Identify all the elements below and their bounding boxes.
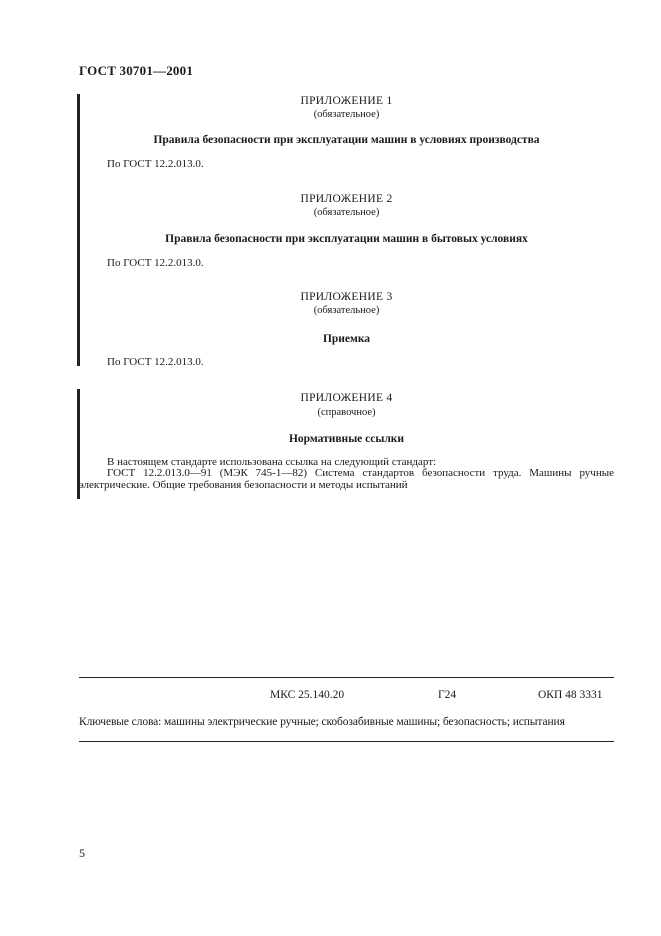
group-code: Г24 [438, 689, 457, 701]
footer-bottom-rule [79, 741, 614, 742]
appendix-1-heading: Правила безопасности при эксплуатации машин в условиях производства [153, 134, 540, 146]
appendix-3-status: (обязательное) [313, 305, 380, 316]
appendix-3-text: По ГОСТ 12.2.013.0. [107, 356, 204, 368]
appendix-3-heading: Приемка [322, 333, 371, 345]
appendix-1-status: (обязательное) [313, 109, 380, 120]
appendix-4-heading: Нормативные ссылки [288, 433, 405, 445]
mks-code: МКС 25.140.20 [270, 689, 345, 701]
document-number: ГОСТ 30701—2001 [79, 63, 194, 78]
appendix-2-heading: Правила безопасности при эксплуатации машин в бытовых условиях [165, 233, 528, 245]
appendix-1-title: ПРИЛОЖЕНИЕ 1 [300, 95, 393, 107]
appendix-4-intro: В настоящем стандарте использована ссылка на следующий стандарт: [107, 456, 437, 468]
page-number: 5 [79, 846, 85, 860]
appendix-2-status: (обязательное) [313, 207, 380, 218]
appendix-3-title: ПРИЛОЖЕНИЕ 3 [300, 291, 393, 303]
appendix-1-text: По ГОСТ 12.2.013.0. [107, 158, 204, 170]
okp-code: ОКП 48 3331 [538, 689, 603, 701]
keywords: Ключевые слова: машины электрические ручные; скобозабивные машины; безопасность; испытания [79, 716, 565, 728]
normative-reference: ГОСТ 12.2.013.0—91 (МЭК 745-1—82) Система стандартов безопасности труда. Машины ручные электрические. Общие требования безопасности и методы испытаний [79, 467, 614, 491]
footer-top-rule [79, 677, 614, 678]
appendix-2-text: По ГОСТ 12.2.013.0. [107, 257, 204, 269]
appendix-2-title: ПРИЛОЖЕНИЕ 2 [300, 193, 393, 205]
appendix-4-title: ПРИЛОЖЕНИЕ 4 [300, 392, 393, 404]
appendix-4-status: (справочное) [317, 407, 376, 418]
